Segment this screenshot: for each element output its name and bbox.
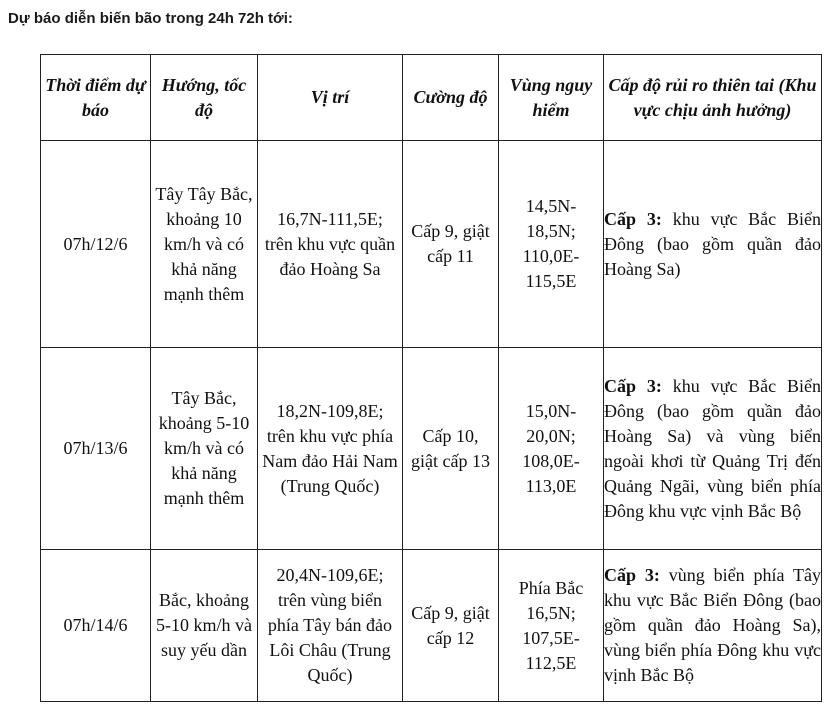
risk-level: Cấp 3: (604, 565, 660, 585)
table-header-row (41, 55, 822, 141)
cell-position: 16,7N-111,5E; trên khu vực quần đảo Hoàng Sa (258, 141, 403, 348)
storm-forecast-table (40, 54, 822, 702)
header-intensity: Cường độ (403, 55, 499, 141)
cell-position: 20,4N-109,6E; trên vùng biển phía Tây bán đảo Lôi Châu (Trung Quốc) (258, 550, 403, 702)
table-row (41, 141, 822, 348)
cell-time: 07h/13/6 (41, 348, 151, 550)
cell-intensity: Cấp 9, giật cấp 11 (403, 141, 499, 348)
page-bottom-edge (0, 713, 837, 721)
cell-danger-zone: 15,0N-20,0N; 108,0E-113,0E (499, 348, 604, 550)
cell-direction: Tây Tây Bắc, khoảng 10 km/h và có khả năng mạnh thêm (151, 141, 258, 348)
cell-intensity: Cấp 10, giật cấp 13 (403, 348, 499, 550)
header-time: Thời điểm dự báo (41, 55, 151, 141)
cell-risk (604, 550, 822, 702)
cell-time: 07h/14/6 (41, 550, 151, 702)
header-danger-zone: Vùng nguy hiểm (499, 55, 604, 141)
table-row (41, 550, 822, 702)
cell-danger-zone: Phía Bắc 16,5N; 107,5E-112,5E (499, 550, 604, 702)
cell-danger-zone: 14,5N-18,5N; 110,0E-115,5E (499, 141, 604, 348)
header-direction: Hướng, tốc độ (151, 55, 258, 141)
cell-time: 07h/12/6 (41, 141, 151, 348)
page-heading: Dự báo diễn biến bão trong 24h 72h tới: (8, 10, 293, 27)
risk-area: khu vực Bắc Biển Đông (bao gồm quần đảo Hoàng Sa) và vùng biển ngoài khơi từ Quảng Trị đến Quảng Ngãi, vùng biển phía Đông khu vực vịnh Bắc Bộ (604, 375, 821, 521)
cell-intensity: Cấp 9, giật cấp 12 (403, 550, 499, 702)
risk-area: khu vực Bắc Biển Đông (bao gồm quần đảo Hoàng Sa) (604, 208, 821, 279)
cell-risk (604, 141, 822, 348)
header-risk: Cấp độ rủi ro thiên tai (Khu vực chịu ảnh hưởng) (604, 55, 822, 141)
risk-level: Cấp 3: (604, 208, 662, 229)
cell-risk (604, 348, 822, 550)
risk-level: Cấp 3: (604, 375, 662, 396)
cell-direction: Tây Bắc, khoảng 5-10 km/h và có khả năng mạnh thêm (151, 348, 258, 550)
cell-direction: Bắc, khoảng 5-10 km/h và suy yếu dần (151, 550, 258, 702)
risk-area: vùng biển phía Tây khu vực Bắc Biển Đông (bao gồm quần đảo Hoàng Sa), vùng biển phía Đông khu vực vịnh Bắc Bộ (604, 565, 821, 685)
table-row (41, 348, 822, 550)
cell-position: 18,2N-109,8E; trên khu vực phía Nam đảo Hải Nam (Trung Quốc) (258, 348, 403, 550)
header-position: Vị trí (258, 55, 403, 141)
